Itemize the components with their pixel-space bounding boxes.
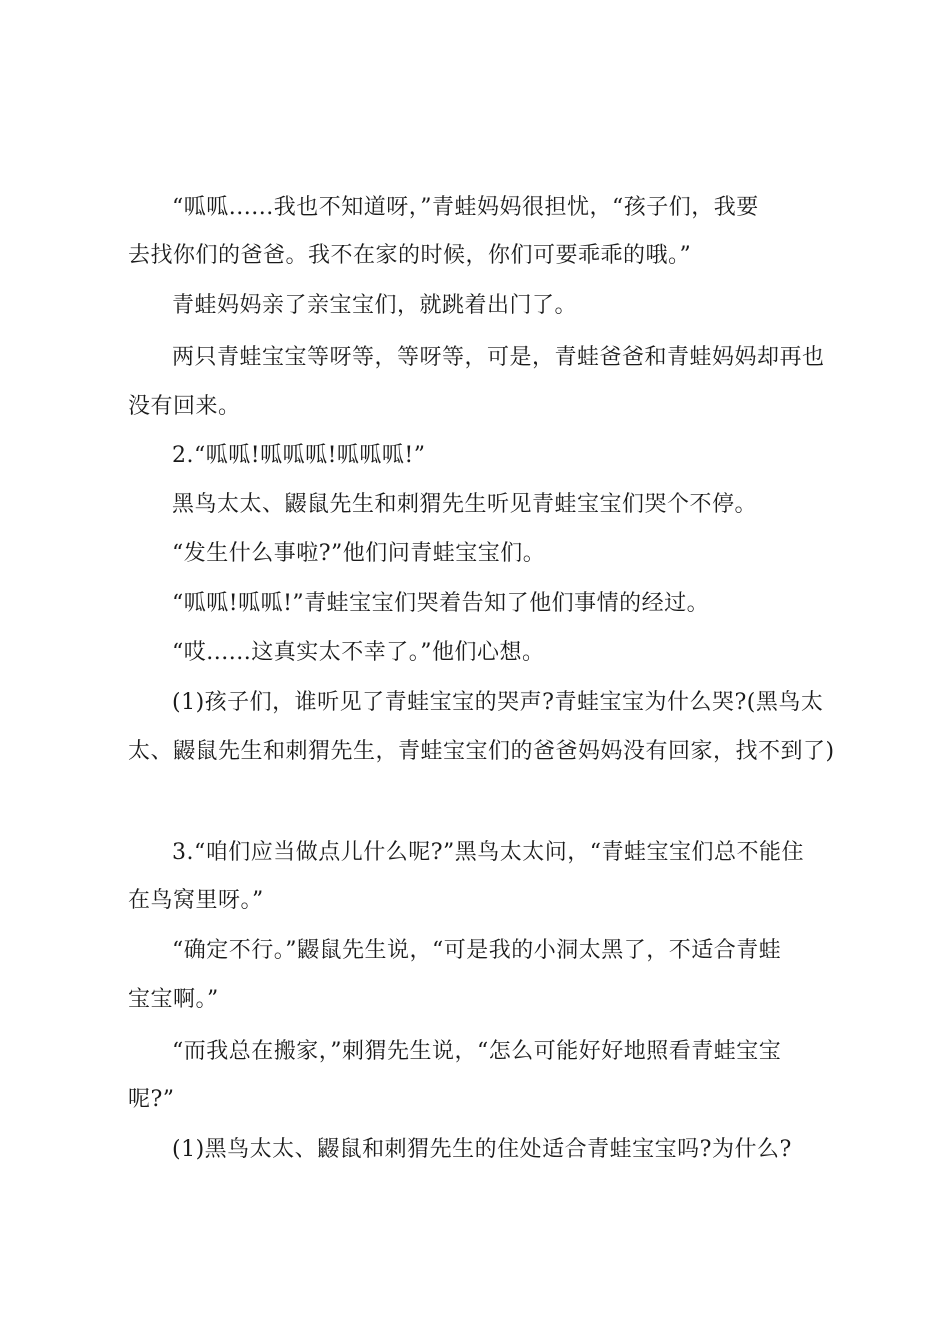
text-line: “哎......这真实太不幸了。”他们心想。 xyxy=(172,640,545,665)
text-line: “确定不行。”鼹鼠先生说，“可是我的小洞太黑了，不适合青蛙 xyxy=(172,938,782,963)
text-line: 黑鸟太太、鼹鼠先生和刺猬先生听见青蛙宝宝们哭个不停。 xyxy=(172,492,758,517)
text-line: 青蛙妈妈亲了亲宝宝们，就跳着出门了。 xyxy=(172,293,578,318)
text-line: “发生什么事啦?”他们问青蛙宝宝们。 xyxy=(172,541,546,566)
text-line: 2.“呱呱!呱呱呱!呱呱呱!” xyxy=(172,443,426,468)
text-line: 在鸟窝里呀。” xyxy=(128,888,264,913)
text-line: 两只青蛙宝宝等呀等，等呀等，可是，青蛙爸爸和青蛙妈妈却再也 xyxy=(172,345,825,370)
text-line: 没有回来。 xyxy=(128,394,241,419)
text-line: (1)黑鸟太太、鼹鼠和刺猬先生的住处适合青蛙宝宝吗?为什么? xyxy=(172,1137,792,1162)
text-line: 呢?” xyxy=(128,1087,175,1112)
text-line: “而我总在搬家，”刺猬先生说，“怎么可能好好地照看青蛙宝宝 xyxy=(172,1039,782,1064)
text-line: (1)孩子们，谁听见了青蛙宝宝的哭声?青蛙宝宝为什么哭?(黑鸟太 xyxy=(172,690,824,715)
text-line: “呱呱......我也不知道呀，”青蛙妈妈很担忧，“孩子们，我要 xyxy=(172,195,759,220)
text-line: 宝宝啊。” xyxy=(128,987,219,1012)
text-line: “呱呱!呱呱!”青蛙宝宝们哭着告知了他们事情的经过。 xyxy=(172,591,710,616)
text-line: 3.“咱们应当做点儿什么呢?”黑鸟太太问，“青蛙宝宝们总不能住 xyxy=(172,840,805,865)
text-line: 太、鼹鼠先生和刺猬先生，青蛙宝宝们的爸爸妈妈没有回家，找不到了) xyxy=(128,739,835,764)
text-line: 去找你们的爸爸。我不在家的时候，你们可要乖乖的哦。” xyxy=(128,243,692,268)
